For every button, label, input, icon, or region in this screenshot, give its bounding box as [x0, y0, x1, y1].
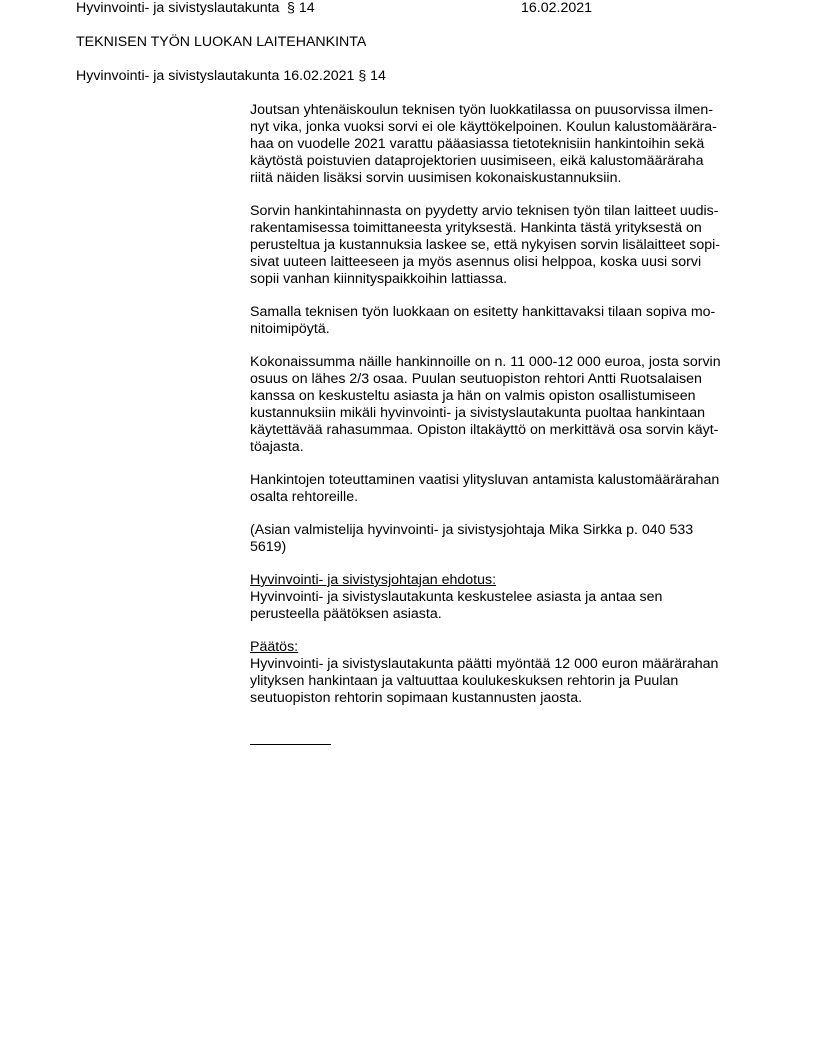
text-line: nyt vika, jonka vuoksi sorvi ei ole käyttökelpoinen. Koulun kalustomäärära- — [250, 119, 717, 135]
document-title: TEKNISEN TYÖN LUOKAN LAITEHANKINTA — [76, 34, 367, 50]
decision-section — [250, 639, 750, 707]
header-section-ref: § 14 — [287, 0, 315, 16]
text-line: riitä näiden lisäksi sorvin uusimisen kokonaiskustannuksiin. — [250, 170, 622, 186]
text-line: haa on vuodelle 2021 varattu pääasiassa tietoteknisiin hankintoihin sekä — [250, 136, 705, 152]
text-line: 5619) — [250, 539, 287, 555]
text-line: Hyvinvointi- ja sivistyslautakunta keskustelee asiasta ja antaa sen — [250, 589, 663, 605]
closing-rule — [250, 744, 331, 745]
paragraph — [250, 522, 750, 556]
text-line: rakentamisessa toimittaneesta yrityksestä. Hankinta tästä yrityksestä on — [250, 220, 702, 236]
text-line: Hyvinvointi- ja sivistyslautakunta päätti myöntää 12 000 euron määrärahan — [250, 656, 719, 672]
text-line: ylityksen hankintaan ja valtuuttaa koulukeskuksen rehtorin ja Puulan — [250, 673, 679, 689]
meeting-reference: Hyvinvointi- ja sivistyslautakunta 16.02.2021 § 14 — [76, 68, 386, 84]
paragraph — [250, 102, 750, 187]
text-line: kustannuksiin mikäli hyvinvointi- ja sivistyslautakunta puoltaa hankintaan — [250, 405, 706, 421]
paragraph — [250, 203, 750, 288]
paragraph — [250, 472, 750, 506]
text-line: osalta rehtoreille. — [250, 489, 359, 505]
paragraph — [250, 304, 750, 338]
text-line: perusteltua ja kustannuksia laskee se, että nykyisen sorvin lisälaitteet sopi- — [250, 237, 721, 253]
text-line: perusteella päätöksen asiasta. — [250, 606, 442, 622]
text-line: käytöstä poistuvien dataprojektorien uusimiseen, eikä kalustomääräraha — [250, 153, 704, 169]
header-date: 16.02.2021 — [521, 0, 593, 16]
text-line: (Asian valmistelija hyvinvointi- ja sivistysjohtaja Mika Sirkka p. 040 533 — [250, 522, 694, 538]
proposal-section — [250, 572, 750, 623]
text-line: seutuopiston rehtorin sopimaan kustannusten jaosta. — [250, 690, 583, 706]
text-line: Hankintojen toteuttaminen vaatisi ylitysluvan antamista kalustomäärärahan — [250, 472, 720, 488]
text-line: kanssa on keskusteltu asiasta ja hän on valmis opiston osallistumiseen — [250, 388, 696, 404]
document-body — [250, 102, 750, 723]
text-line: käytettävää rahasummaa. Opiston iltakäyttö on merkittävä osa sorvin käyt- — [250, 422, 719, 438]
text-line: Samalla teknisen työn luokkaan on esitetty hankittavaksi tilaan sopiva mo- — [250, 304, 716, 320]
text-line: Sorvin hankintahinnasta on pyydetty arvio teknisen työn tilan laitteet uudis- — [250, 203, 719, 219]
proposal-heading: Hyvinvointi- ja sivistysjohtajan ehdotus: — [250, 572, 497, 588]
text-line: Kokonaissumma näille hankinnoille on n. 11 000-12 000 euroa, josta sorvin — [250, 354, 721, 370]
text-line: sopii vanhan kiinnityspaikkoihin lattiassa. — [250, 271, 508, 287]
text-line: nitoimipöytä. — [250, 321, 330, 337]
text-line: sivat uuteen laitteeseen ja myös asennus olisi helppoa, koska uusi sorvi — [250, 254, 702, 270]
paragraph — [250, 354, 750, 456]
text-line: osuus on lähes 2/3 osaa. Puulan seutuopiston rehtori Antti Ruotsalaisen — [250, 371, 702, 387]
text-line: Joutsan yhtenäiskoulun teknisen työn luokkatilassa on puusorvissa ilmen- — [250, 102, 713, 118]
decision-heading: Päätös: — [250, 639, 299, 655]
text-line: töajasta. — [250, 439, 304, 455]
header-committee: Hyvinvointi- ja sivistyslautakunta — [76, 0, 280, 16]
